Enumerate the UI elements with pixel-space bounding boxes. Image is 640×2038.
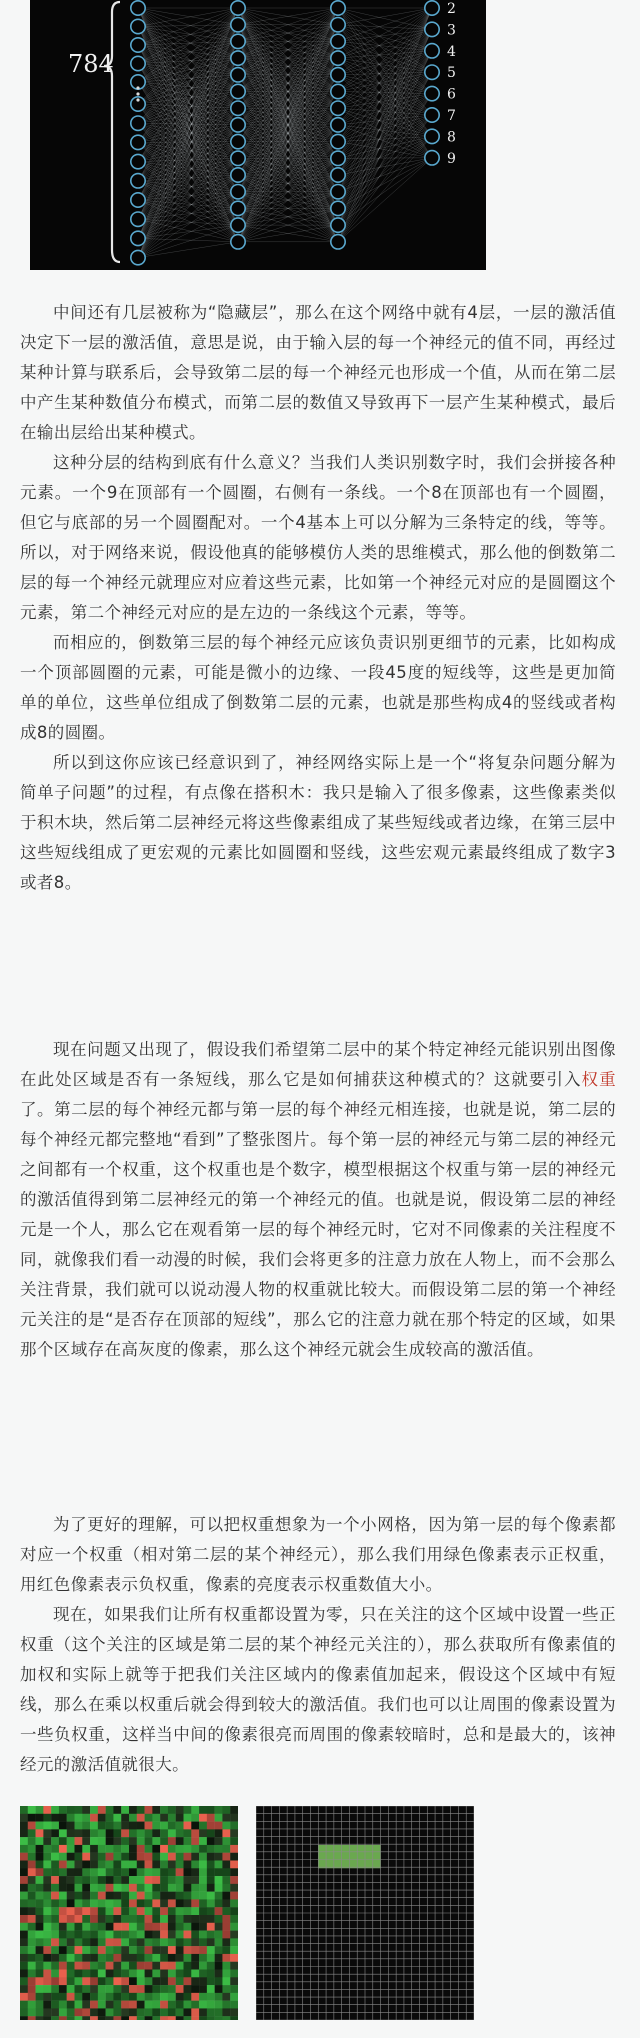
output-digit-label: 6 <box>447 86 456 103</box>
neural-network-figure <box>30 0 486 270</box>
neuron-node <box>231 134 245 148</box>
neuron-node <box>331 201 345 215</box>
input-brace <box>104 2 120 262</box>
neural-network-diagram <box>30 0 486 270</box>
neuron-node <box>231 218 245 232</box>
neuron-node <box>331 218 345 232</box>
neuron-node <box>231 1 245 15</box>
neuron-node <box>331 51 345 65</box>
weight-term: 权重 <box>581 1070 616 1089</box>
neuron-node <box>231 185 245 199</box>
random-weight-grid-image <box>20 1806 238 2020</box>
input-count-label: 784 <box>68 50 114 78</box>
neuron-node <box>331 185 345 199</box>
output-digit-label: 7 <box>447 108 456 124</box>
weight-pixels <box>20 1806 238 2020</box>
neuron-node <box>231 34 245 48</box>
neuron-node <box>231 168 245 182</box>
neuron-node <box>231 68 245 82</box>
neuron-node <box>425 1 439 15</box>
section-hidden-layers <box>20 298 616 898</box>
neuron-node <box>231 51 245 65</box>
neuron-node <box>331 134 345 148</box>
text: 了。第二层的每个神经元都与第一层的每个神经元相连接，也就是说，第二层的每个神经元都完整地“看到”了整张图片。每个第一层的神经元与第二层的神经元之间都有一个权重，这个权重也是个数字，模型根据这个权重与第一层的神经元的激活值得到第二层神经元的第一个神经元的值。也就是说，假设第二层的神经元是一个人，那么它在观看第一层的每个神经元时，它对不同像素的关注程度不同，就像我们看一动漫的时候，我们会将更多的注意力放在人物上，而不会那么关注背景，我们就可以说动漫人物的权重就比较大。而假设第二层的第一个神经元关注的是“是否存在顶部的短线”，那么它的注意力就在那个特定的区域，如果那个区域存在高灰度的像素，那么这个神经元就会生成较高的激活值。 <box>20 1100 616 1359</box>
neuron-node <box>231 151 245 165</box>
section-weights <box>20 1035 616 1365</box>
neuron-node <box>231 101 245 115</box>
neuron-node <box>131 1 145 15</box>
neuron-node <box>331 68 345 82</box>
neuron-node <box>425 151 439 165</box>
neuron-node <box>425 65 439 79</box>
section-weight-grid <box>20 1510 616 1780</box>
neuron-node <box>231 235 245 249</box>
neuron-node <box>425 44 439 58</box>
output-digit-label: 2 <box>447 1 456 17</box>
neuron-node <box>131 19 145 33</box>
neuron-node <box>425 129 439 143</box>
neuron-node <box>131 154 145 168</box>
neuron-node <box>331 84 345 98</box>
connection-lines <box>138 8 432 258</box>
neuron-node <box>331 235 345 249</box>
neuron-node <box>231 18 245 32</box>
neuron-node <box>131 38 145 52</box>
neuron-node <box>131 174 145 188</box>
paragraph <box>20 1035 616 1365</box>
neuron-node <box>131 212 145 226</box>
neuron-node <box>331 151 345 165</box>
focused-pixel-grid <box>256 1806 474 2020</box>
text: 现在问题又出现了，假设我们希望第二层中的某个特定神经元能识别出图像在此处区域是否有一条短线，那么它是如何捕获这种模式的？这就要引入 <box>20 1040 616 1089</box>
output-digit-label: 3 <box>447 22 456 39</box>
output-digit-label: 4 <box>447 43 456 60</box>
neuron-node <box>131 56 145 70</box>
output-digit-label: 8 <box>447 129 456 146</box>
paragraph: 而相应的，倒数第三层的每个神经元应该负责识别更细节的元素，比如构成一个顶部圆圈的元素，可能是微小的边缘、一段45度的短线等，这些是更加简单的单位，这些单位组成了倒数第二层的元素，也就是那些构成4的竖线或者构成8的圆圈。 <box>20 633 616 742</box>
focused-weight-grid-image <box>256 1806 474 2020</box>
neuron-node <box>131 135 145 149</box>
neuron-node <box>131 116 145 130</box>
paragraph: 为了更好的理解，可以把权重想象为一个小网格，因为第一层的每个像素都对应一个权重（相对第二层的某个神经元），那么我们用绿色像素表示正权重，用红色像素表示负权重，像素的亮度表示权重数值大小。 <box>20 1515 616 1594</box>
paragraph: 这种分层的结构到底有什么意义？当我们人类识别数字时，我们会拼接各种元素。一个9在顶部有一个圆圈，右侧有一条线。一个8在顶部也有一个圆圈，但它与底部的另一个圆圈配对。一个4基本上可以分解为三条特定的线，等等。所以，对于网络来说，假设他真的能够模仿人类的思维模式，那么他的倒数第二层的每一个神经元就理应对应着这些元素，比如第一个神经元对应的是圆圈这个元素，第二个神经元对应的是左边的一条线这个元素，等等。 <box>20 453 616 622</box>
neuron-node <box>231 118 245 132</box>
neuron-node <box>231 84 245 98</box>
paragraph: 中间还有几层被称为“隐藏层”，那么在这个网络中就有4层，一层的激活值决定下一层的激活值，意思是说，由于输入层的每一个神经元的值不同，再经过某种计算与联系后，会导致第二层的每一个神经元也形成一个值，从而在第二层中产生某种数值分布模式，而第二层的数值又导致再下一层产生某种模式，最后在输出层给出某种模式。 <box>20 303 616 442</box>
neuron-node <box>331 1 345 15</box>
ellipsis-dot <box>136 98 139 101</box>
output-digit-label: 9 <box>447 150 456 167</box>
neuron-node <box>331 101 345 115</box>
neuron-node <box>331 168 345 182</box>
neuron-node <box>425 86 439 100</box>
neuron-node <box>131 231 145 245</box>
ellipsis-dot <box>136 92 139 95</box>
neuron-node <box>331 118 345 132</box>
paragraph: 现在，如果我们让所有权重都设置为零，只在关注的这个区域中设置一些正权重（这个关注的区域是第二层的某个神经元关注的），那么获取所有像素值的加权和实际上就等于把我们关注区域内的像素值加起来，假设这个区域中有短线，那么在乘以权重后就会得到较大的激活值。我们也可以让周围的像素设置为一些负权重，这样当中间的像素很亮而周围的像素较暗时，总和是最大的，该神经元的激活值就很大。 <box>20 1605 616 1774</box>
neuron-node <box>131 250 145 264</box>
neuron-node <box>131 193 145 207</box>
neuron-node <box>425 108 439 122</box>
neuron-node <box>331 34 345 48</box>
ellipsis-dot <box>136 86 139 89</box>
weight-pixel-grid <box>20 1806 238 2020</box>
neuron-node <box>331 18 345 32</box>
output-digit-label: 5 <box>447 65 456 82</box>
neuron-node <box>231 201 245 215</box>
paragraph: 所以到这你应该已经意识到了，神经网络实际上是一个“将复杂问题分解为简单子问题”的过程，有点像在搭积木：我只是输入了很多像素，这些像素类似于积木块，然后第二层神经元将这些像素组成了某些短线或者边缘，在第三层中这些短线组成了更宏观的元素比如圆圈和竖线，这些宏观元素最终组成了数字3或者8。 <box>20 753 616 892</box>
neuron-node <box>425 22 439 36</box>
